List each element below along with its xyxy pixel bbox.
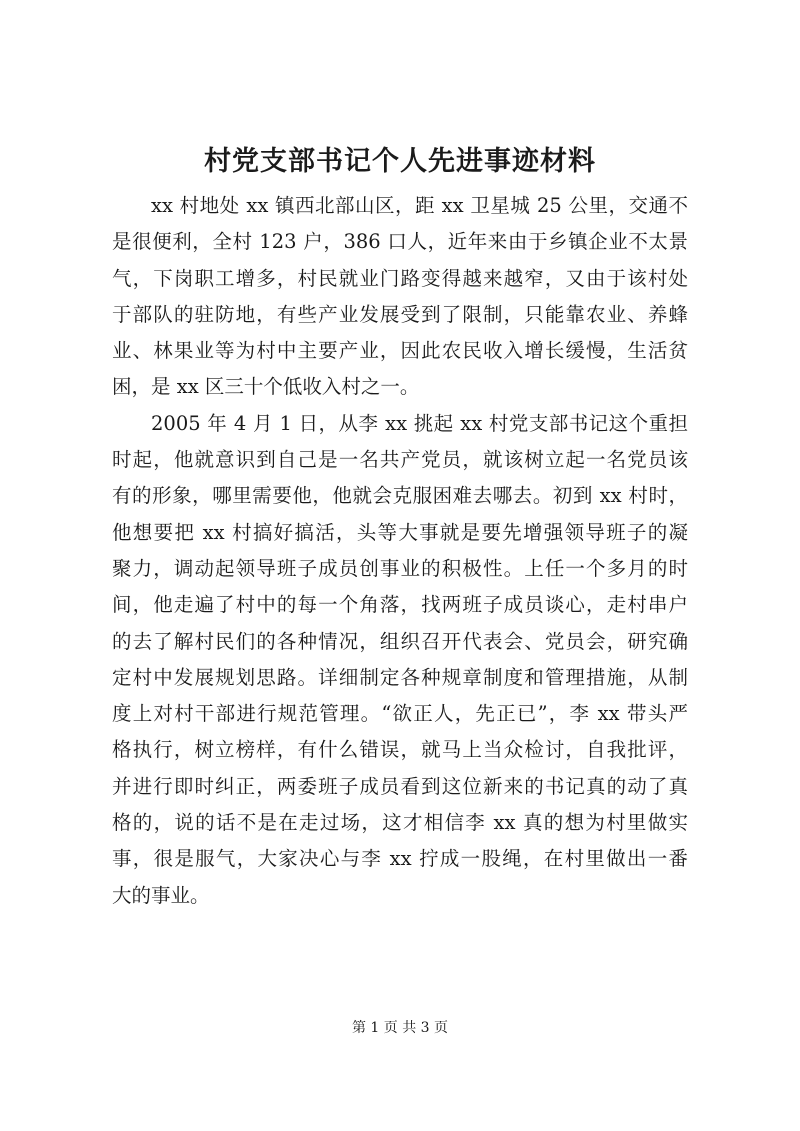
paragraph-line: 时起，他就意识到自己是一名共产党员，就该树立起一名党员该 (112, 448, 688, 472)
paragraph-line: 事，很是服气，大家决心与李 xx 拧成一股绳，在村里做出一番 (112, 847, 688, 871)
paragraph-line: 大的事业。 (112, 883, 210, 907)
document-title: 村党支部书记个人先进事迹材料 (204, 146, 596, 177)
paragraph-line: 困，是 xx 区三十个低收入村之一。 (112, 375, 420, 399)
paragraph-line: 度上对村干部进行规范管理。“欲正人，先正已”，李 xx 带头严 (112, 702, 688, 726)
document-body (112, 188, 688, 914)
paragraph-line: 的去了解村民们的各种情况，组织召开代表会、党员会，研究确 (112, 629, 688, 653)
paragraph-line: 于部队的驻防地，有些产业发展受到了限制，只能靠农业、养蜂 (112, 302, 688, 326)
paragraph-line: 聚力，调动起领导班子成员创事业的积极性。上任一个多月的时 (112, 556, 688, 580)
paragraph-line: 是很便利，全村 123 户，386 口人，近年来由于乡镇企业不太景 (112, 230, 688, 254)
paragraph-line: 定村中发展规划思路。详细制定各种规章制度和管理措施，从制 (112, 665, 688, 689)
paragraph-line: 间，他走遍了村中的每一个角落，找两班子成员谈心，走村串户 (112, 593, 688, 617)
paragraph-line: 有的形象，哪里需要他，他就会克服困难去哪去。初到 xx 村时， (112, 484, 688, 508)
paragraph-line: 他想要把 xx 村搞好搞活，头等大事就是要先增强领导班子的凝 (112, 520, 688, 544)
paragraph-line: 气，下岗职工增多，村民就业门路变得越来越窄，又由于该村处 (112, 266, 688, 290)
paragraph-line: 2005 年 4 月 1 日，从李 xx 挑起 xx 村党支部书记这个重担 (151, 411, 688, 435)
paragraph-line: 并进行即时纠正，两委班子成员看到这位新来的书记真的动了真 (112, 774, 688, 798)
paragraph-2 (112, 406, 688, 914)
page-indicator: 第 1 页 共 3 页 (351, 1020, 449, 1036)
paragraph-line: 业、林果业等为村中主要产业，因此农民收入增长缓慢，生活贫 (112, 339, 688, 363)
paragraph-line: 格执行，树立榜样，有什么错误，就马上当众检讨，自我批评， (112, 738, 688, 762)
paragraph-line: 格的，说的话不是在走过场，这才相信李 xx 真的想为村里做实 (112, 811, 688, 835)
paragraph-1 (112, 188, 688, 406)
paragraph-line: xx 村地处 xx 镇西北部山区，距 xx 卫星城 25 公里，交通不 (151, 194, 688, 217)
